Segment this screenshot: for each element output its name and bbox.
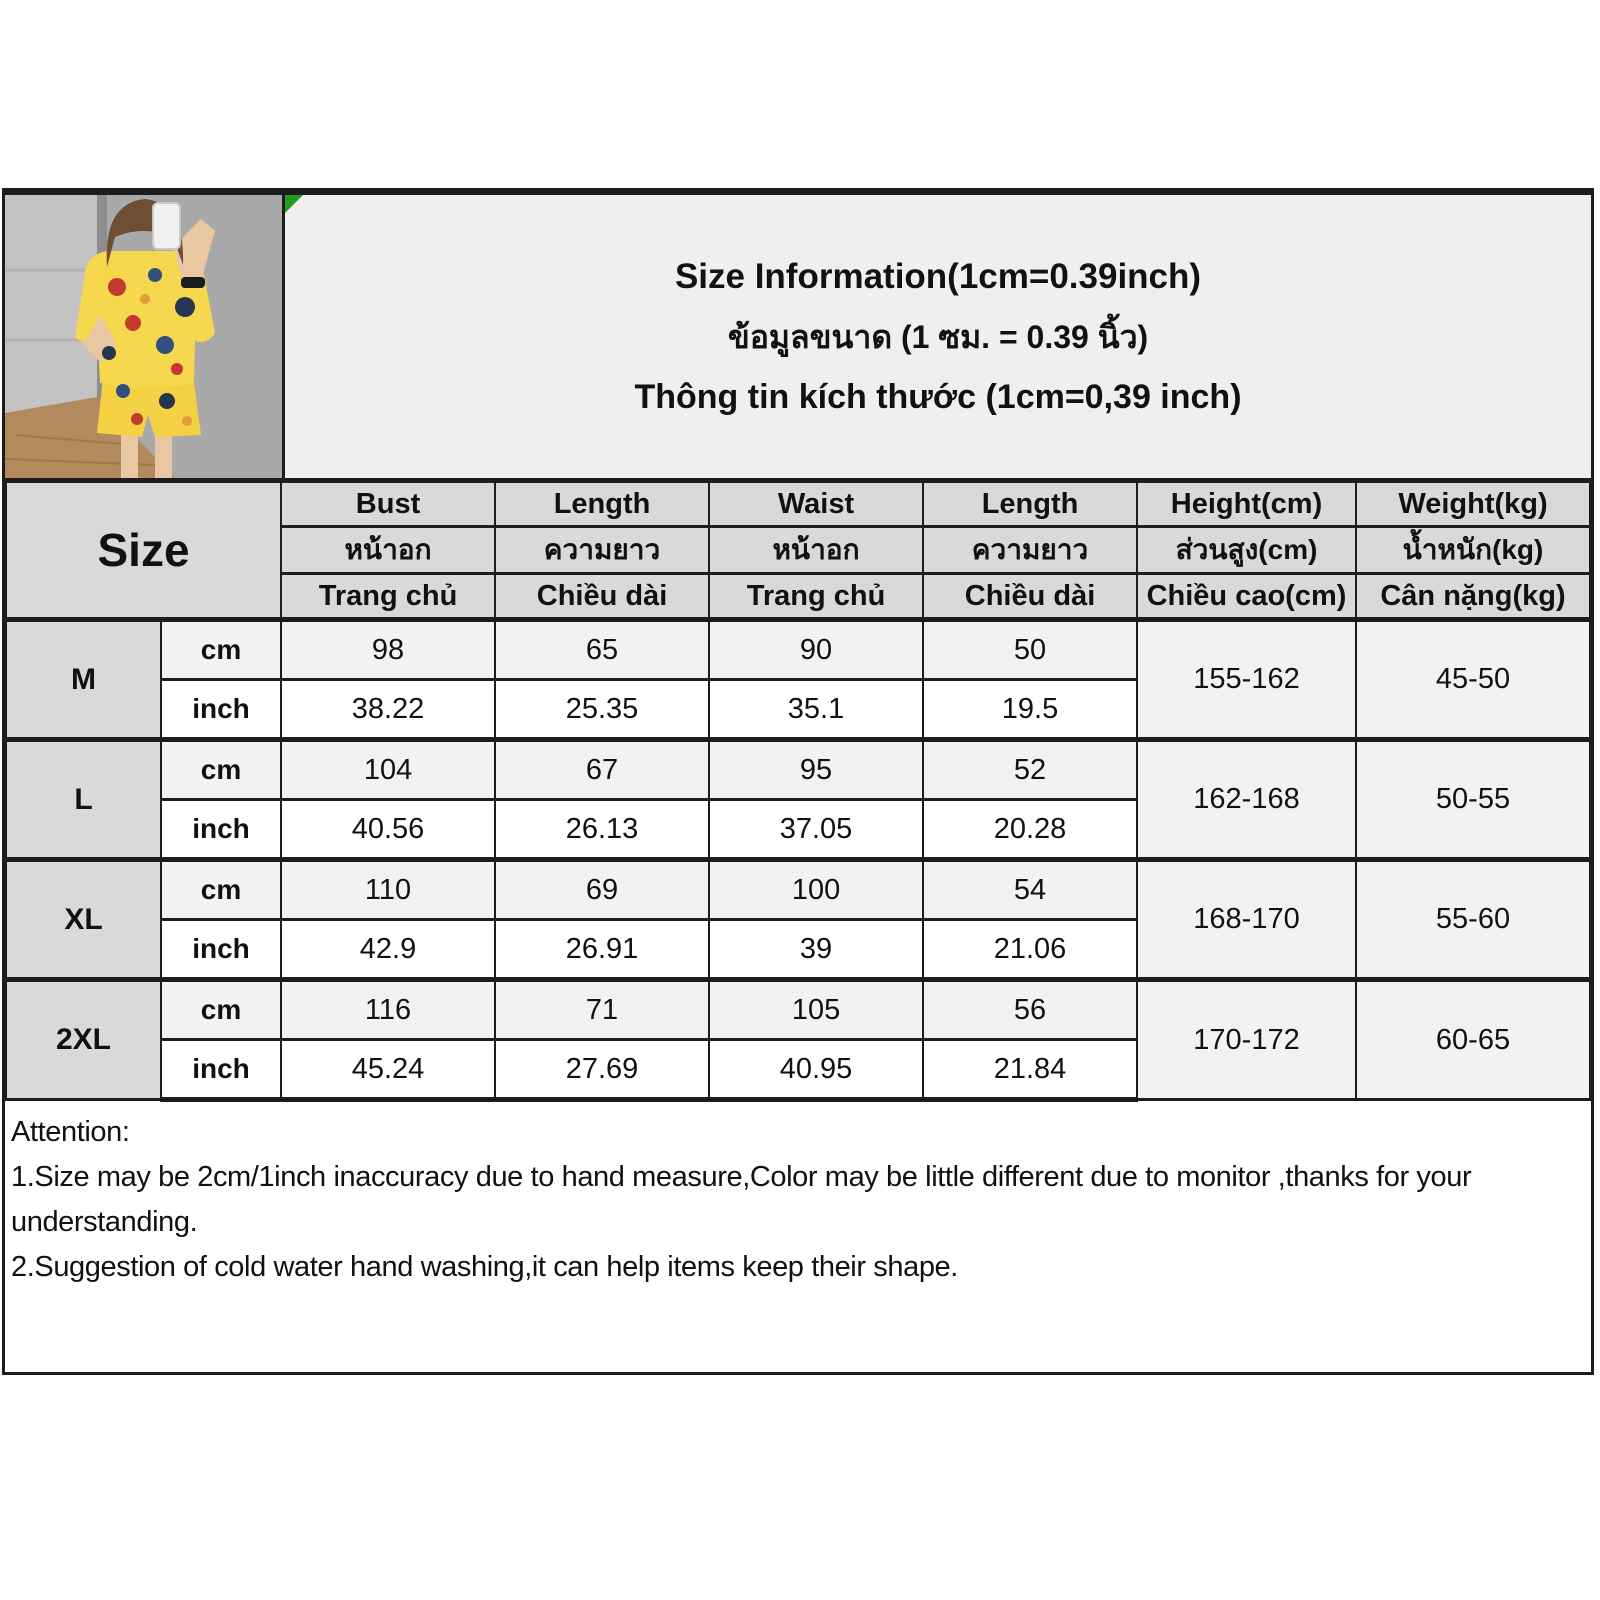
col-header-bust-en: Bust bbox=[281, 481, 495, 527]
2xl-length-inch: 27.69 bbox=[495, 1040, 709, 1100]
l-bust-cm: 104 bbox=[281, 740, 495, 800]
col-header-weight-en: Weight(kg) bbox=[1356, 481, 1590, 527]
content-box bbox=[2, 188, 1594, 1375]
2xl-waist-inch: 40.95 bbox=[709, 1040, 923, 1100]
product-photo-illustration bbox=[5, 195, 282, 478]
unit-inch-label: inch bbox=[161, 680, 281, 740]
unit-cm-label: cm bbox=[161, 620, 281, 680]
col-header-length2-en: Length bbox=[923, 481, 1137, 527]
m-length-cm: 65 bbox=[495, 620, 709, 680]
l-weight-range: 50-55 bbox=[1356, 740, 1590, 860]
col-header-weight-th: น้ำหนัก(kg) bbox=[1356, 527, 1590, 574]
m-bust-inch: 38.22 bbox=[281, 680, 495, 740]
col-header-length-en: Length bbox=[495, 481, 709, 527]
phone bbox=[153, 203, 180, 249]
green-corner-icon bbox=[285, 195, 303, 213]
title-english: Size Information(1cm=0.39inch) bbox=[674, 256, 1202, 296]
col-header-length2-th: ความยาว bbox=[923, 527, 1137, 574]
xl-length-cm: 69 bbox=[495, 860, 709, 920]
xl-waist-cm: 100 bbox=[709, 860, 923, 920]
col-header-waist-th: หน้าอก bbox=[709, 527, 923, 574]
attention-heading: Attention: bbox=[11, 1116, 130, 1148]
2xl-length-cm: 71 bbox=[495, 980, 709, 1040]
xl-length2-cm: 54 bbox=[923, 860, 1137, 920]
xl-length2-inch: 21.06 bbox=[923, 920, 1137, 980]
m-weight-range: 45-50 bbox=[1356, 620, 1590, 740]
2xl-bust-inch: 45.24 bbox=[281, 1040, 495, 1100]
size-table bbox=[5, 478, 1591, 1102]
col-header-height-th: ส่วนสูง(cm) bbox=[1137, 527, 1356, 574]
title-panel bbox=[285, 195, 1591, 478]
xl-length-inch: 26.91 bbox=[495, 920, 709, 980]
l-waist-cm: 95 bbox=[709, 740, 923, 800]
col-header-length-th: ความยาว bbox=[495, 527, 709, 574]
m-bust-cm: 98 bbox=[281, 620, 495, 680]
title-vietnamese: Thông tin kích thước (1cm=0,39 inch) bbox=[634, 377, 1242, 416]
col-header-bust-vi: Trang chủ bbox=[281, 574, 495, 620]
size-label-m: M bbox=[6, 620, 161, 740]
product-photo bbox=[5, 195, 285, 478]
m-height-range: 155-162 bbox=[1137, 620, 1356, 740]
m-waist-cm: 90 bbox=[709, 620, 923, 680]
l-bust-inch: 40.56 bbox=[281, 800, 495, 860]
2xl-length2-cm: 56 bbox=[923, 980, 1137, 1040]
title-thai: ข้อมูลขนาด (1 ซม. = 0.39 นิ้ว) bbox=[727, 318, 1149, 355]
size-label-xl: XL bbox=[6, 860, 161, 980]
col-header-waist-vi: Trang chủ bbox=[709, 574, 923, 620]
unit-cm-label: cm bbox=[161, 740, 281, 800]
attention-note-2: 2.Suggestion of cold water hand washing,it can help items keep their shape. bbox=[11, 1250, 958, 1283]
l-waist-inch: 37.05 bbox=[709, 800, 923, 860]
watch bbox=[181, 277, 205, 288]
l-length-cm: 67 bbox=[495, 740, 709, 800]
l-length2-cm: 52 bbox=[923, 740, 1137, 800]
col-header-weight-vi: Cân nặng(kg) bbox=[1356, 574, 1590, 620]
m-length2-cm: 50 bbox=[923, 620, 1137, 680]
m-length-inch: 25.35 bbox=[495, 680, 709, 740]
top-section bbox=[5, 195, 1591, 478]
attention-note-1: 1.Size may be 2cm/1inch inaccuracy due to hand measure,Color may be little different due to monitor ,thanks for your understanding. bbox=[11, 1160, 1472, 1238]
2xl-weight-range: 60-65 bbox=[1356, 980, 1590, 1100]
2xl-height-range: 170-172 bbox=[1137, 980, 1356, 1100]
l-height-range: 162-168 bbox=[1137, 740, 1356, 860]
col-header-length-vi: Chiều dài bbox=[495, 574, 709, 620]
2xl-waist-cm: 105 bbox=[709, 980, 923, 1040]
xl-waist-inch: 39 bbox=[709, 920, 923, 980]
m-waist-inch: 35.1 bbox=[709, 680, 923, 740]
col-header-bust-th: หน้าอก bbox=[281, 527, 495, 574]
size-label-l: L bbox=[6, 740, 161, 860]
m-length2-inch: 19.5 bbox=[923, 680, 1137, 740]
l-length-inch: 26.13 bbox=[495, 800, 709, 860]
col-header-waist-en: Waist bbox=[709, 481, 923, 527]
unit-inch-label: inch bbox=[161, 920, 281, 980]
col-header-height-en: Height(cm) bbox=[1137, 481, 1356, 527]
size-corner-label: Size bbox=[6, 481, 281, 620]
l-length2-inch: 20.28 bbox=[923, 800, 1137, 860]
col-header-height-vi: Chiều cao(cm) bbox=[1137, 574, 1356, 620]
size-label-2xl: 2XL bbox=[6, 980, 161, 1100]
unit-cm-label: cm bbox=[161, 860, 281, 920]
2xl-length2-inch: 21.84 bbox=[923, 1040, 1137, 1100]
xl-bust-inch: 42.9 bbox=[281, 920, 495, 980]
unit-inch-label: inch bbox=[161, 1040, 281, 1100]
2xl-bust-cm: 116 bbox=[281, 980, 495, 1040]
xl-weight-range: 55-60 bbox=[1356, 860, 1590, 980]
col-header-length2-vi: Chiều dài bbox=[923, 574, 1137, 620]
xl-height-range: 168-170 bbox=[1137, 860, 1356, 980]
xl-bust-cm: 110 bbox=[281, 860, 495, 920]
attention-section bbox=[5, 1102, 1591, 1372]
unit-inch-label: inch bbox=[161, 800, 281, 860]
unit-cm-label: cm bbox=[161, 980, 281, 1040]
